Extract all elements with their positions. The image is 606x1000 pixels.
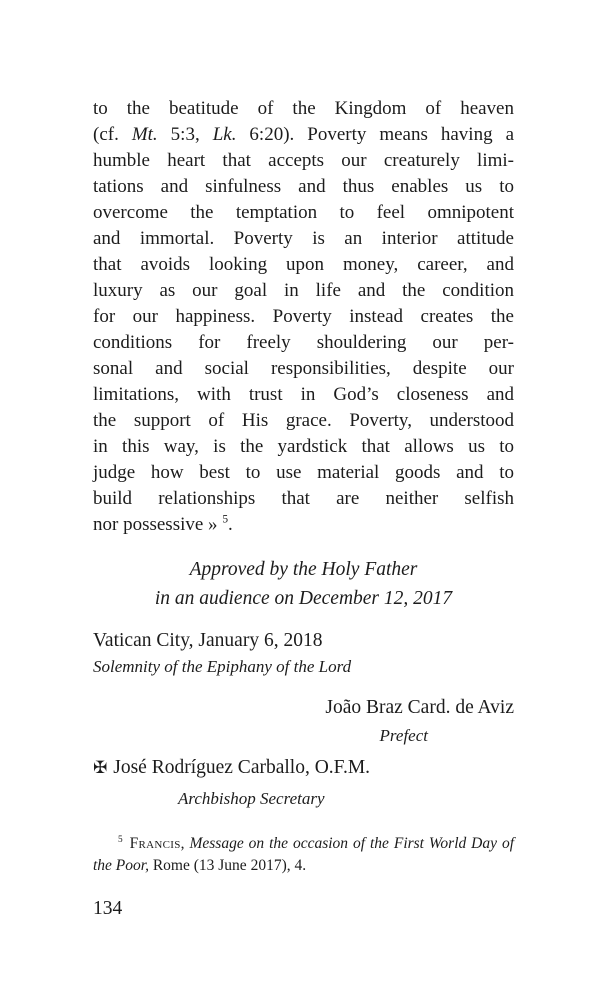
text-segment: and immortal. Poverty is an interior attitude — [93, 228, 514, 249]
text-segment: 5 — [118, 834, 123, 845]
dateline — [93, 628, 514, 679]
text-segment: . — [228, 514, 233, 535]
approval-line-1: Approved by the Holy Father — [189, 559, 418, 580]
text-segment: Francis — [129, 835, 181, 852]
text-segment: judge how best to use material goods and to — [93, 462, 514, 483]
footnote-line — [93, 855, 514, 877]
text-segment: for our happiness. Poverty instead creates the — [93, 306, 514, 327]
text-segment: conditions for freely shouldering our per- — [93, 332, 514, 353]
text-segment: luxury as our goal in life and the condition — [93, 280, 514, 301]
signature-secretary — [93, 752, 514, 811]
text-segment: 5 — [222, 513, 229, 526]
paragraph-line — [93, 382, 514, 408]
place-date: Vatican City, January 6, 2018 — [93, 630, 323, 651]
paragraph-line — [93, 200, 514, 226]
text-segment: the Poor, — [93, 856, 149, 874]
text-segment: tations and sinfulness and thus enables us to — [93, 176, 514, 197]
paragraph-line — [93, 434, 514, 460]
maltese-cross-icon: ✠ — [93, 758, 108, 778]
text-segment: sonal and social responsibilities, despite our — [93, 358, 514, 379]
footnote-line — [93, 833, 514, 855]
text-segment: overcome the temptation to feel omnipotent — [93, 202, 514, 223]
text-segment: limitations, with trust in God’s closeness and — [93, 384, 514, 405]
text-segment: Mt. — [131, 124, 158, 145]
paragraph-line — [93, 408, 514, 434]
signatory-name — [93, 752, 514, 782]
signatory-name-text: José Rodríguez Carballo, O.F.M. — [113, 757, 371, 778]
approval-line-2: in an audience on December 12, 2017 — [154, 587, 453, 609]
text-segment: 6:20). Poverty means having a — [236, 124, 514, 145]
footnote — [93, 833, 514, 876]
paragraph-line — [93, 460, 514, 486]
paragraph-line — [93, 226, 514, 252]
text-segment: 5:3, — [157, 124, 213, 145]
text-segment: in this way, is the yardstick that allows us to — [93, 436, 514, 457]
paragraph-line — [93, 252, 514, 278]
paragraph-line — [93, 148, 514, 174]
text-segment: Message on the occasion of the First World Day of — [189, 835, 514, 852]
feast-title: Solemnity of the Epiphany of the Lord — [93, 657, 352, 676]
text-segment: nor possessive » — [93, 514, 223, 535]
text-segment: build relationships that are neither selfish — [93, 488, 514, 509]
text-segment: the support of His grace. Poverty, understood — [93, 410, 514, 431]
signatory-title: Prefect — [379, 726, 428, 745]
text-segment: humble heart that accepts our creaturely limi- — [93, 150, 514, 171]
signature-prefect — [93, 694, 514, 748]
paragraph-line — [93, 486, 514, 512]
approval-note — [93, 556, 514, 613]
paragraph-line — [93, 122, 514, 148]
signatory-name: João Braz Card. de Aviz — [325, 697, 514, 718]
text-segment: Lk. — [212, 124, 237, 145]
paragraph-line — [93, 174, 514, 200]
text-segment: to the beatitude of the Kingdom of heaven — [93, 98, 514, 119]
paragraph-line — [93, 96, 514, 122]
paragraph-line — [93, 356, 514, 382]
paragraph-line — [93, 330, 514, 356]
page-number: 134 — [93, 898, 123, 919]
text-segment: , — [180, 835, 190, 852]
paragraph-line — [93, 512, 514, 538]
text-segment: Rome (13 June 2017), 4. — [148, 856, 307, 874]
text-segment: (cf. — [93, 124, 132, 145]
text-segment: that avoids looking upon money, career, and — [93, 254, 514, 275]
paragraph-line — [93, 304, 514, 330]
paragraph-line — [93, 278, 514, 304]
signatory-title: Archbishop Secretary — [178, 789, 325, 808]
body-paragraph — [93, 96, 514, 538]
